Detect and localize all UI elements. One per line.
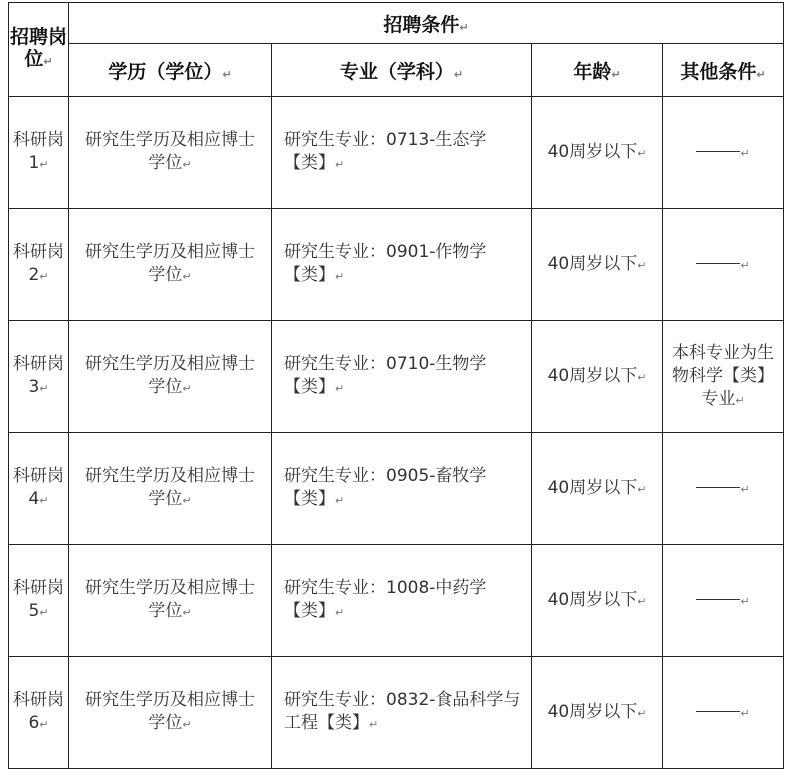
dash-mark (696, 263, 740, 264)
age-cell: 40周岁以下↵ (532, 97, 663, 209)
post-cell: 科研岗4↵ (9, 433, 69, 545)
dash-mark (696, 151, 740, 152)
age-cell: 40周岁以下↵ (532, 657, 663, 769)
other-cell: ↵ (663, 433, 784, 545)
dash-mark (696, 487, 740, 488)
other-cell: ↵ (663, 657, 784, 769)
table-row (9, 209, 784, 321)
table-row (9, 433, 784, 545)
recruitment-table (8, 2, 784, 769)
education-cell: 研究生学历及相应博士学位↵ (69, 321, 272, 433)
major-cell: 研究生专业：0901-作物学【类】↵ (272, 209, 532, 321)
header-major: 专业（学科）↵ (272, 44, 532, 97)
education-cell: 研究生学历及相应博士学位↵ (69, 97, 272, 209)
table-row (9, 657, 784, 769)
age-cell: 40周岁以下↵ (532, 433, 663, 545)
post-cell: 科研岗1↵ (9, 97, 69, 209)
education-cell: 研究生学历及相应博士学位↵ (69, 657, 272, 769)
header-other: 其他条件↵ (663, 44, 784, 97)
age-cell: 40周岁以下↵ (532, 209, 663, 321)
major-cell: 研究生专业：0710-生物学【类】↵ (272, 321, 532, 433)
dash-mark (696, 711, 740, 712)
header-post: 招聘岗位↵ (9, 3, 69, 97)
other-cell: ↵ (663, 97, 784, 209)
education-cell: 研究生学历及相应博士学位↵ (69, 545, 272, 657)
other-cell: ↵ (663, 209, 784, 321)
education-cell: 研究生学历及相应博士学位↵ (69, 209, 272, 321)
age-cell: 40周岁以下↵ (532, 321, 663, 433)
post-cell: 科研岗3↵ (9, 321, 69, 433)
header-age: 年龄↵ (532, 44, 663, 97)
header-education: 学历（学位）↵ (69, 44, 272, 97)
post-cell: 科研岗2↵ (9, 209, 69, 321)
dash-mark (696, 599, 740, 600)
major-cell: 研究生专业：0832-食品科学与工程【类】↵ (272, 657, 532, 769)
table-row (9, 321, 784, 433)
post-cell: 科研岗5↵ (9, 545, 69, 657)
major-cell: 研究生专业：1008-中药学【类】↵ (272, 545, 532, 657)
table-row (9, 97, 784, 209)
education-cell: 研究生学历及相应博士学位↵ (69, 433, 272, 545)
age-cell: 40周岁以下↵ (532, 545, 663, 657)
other-cell: 本科专业为生物科学【类】专业↵ (663, 321, 784, 433)
header-conditions: 招聘条件↵ (69, 3, 784, 44)
major-cell: 研究生专业：0713-生态学【类】↵ (272, 97, 532, 209)
major-cell: 研究生专业：0905-畜牧学【类】↵ (272, 433, 532, 545)
other-cell: ↵ (663, 545, 784, 657)
table-row (9, 545, 784, 657)
post-cell: 科研岗6↵ (9, 657, 69, 769)
